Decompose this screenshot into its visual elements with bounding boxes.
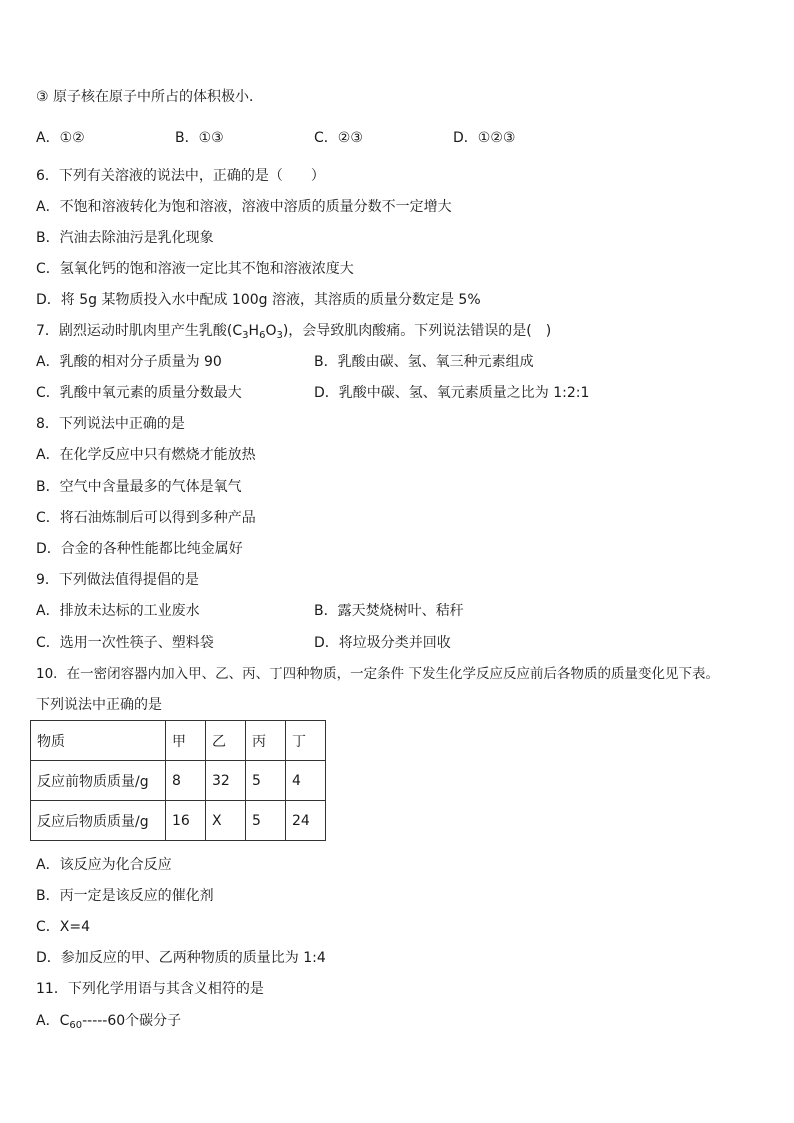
q7-option-c: C．乳酸中氧元素的质量分数最大 [36, 385, 242, 401]
table-header-cell: 丙 [246, 721, 286, 761]
q7-option-a: A．乳酸的相对分子质量为 90 [36, 354, 222, 370]
table-row [31, 761, 326, 801]
q8-option-a: A．在化学反应中只有燃烧才能放热 [36, 447, 256, 463]
q9-stem: 9．下列做法值得提倡的是 [36, 572, 199, 588]
q10-option-a: A．该反应为化合反应 [36, 857, 172, 873]
q6-stem: 6．下列有关溶液的说法中，正确的是（ ） [36, 168, 325, 184]
table-cell: 8 [166, 761, 206, 801]
table-cell: 5 [246, 761, 286, 801]
q7-option-b: B．乳酸由碳、氢、氧三种元素组成 [314, 354, 534, 370]
q9-option-b: B．露天焚烧树叶、秸秆 [314, 603, 464, 619]
table-cell: 反应后物质质量/g [31, 801, 166, 841]
q11-stem: 11．下列化学用语与其含义相符的是 [36, 981, 264, 997]
q10-option-c: C．X=4 [36, 919, 91, 935]
q11-option-a-post: -----60个碳分子 [82, 1013, 182, 1029]
table-header-row [31, 721, 326, 761]
q5-option-c: C．②③ [314, 130, 363, 146]
q8-option-b: B．空气中含量最多的气体是氧气 [36, 479, 242, 495]
table-cell: 16 [166, 801, 206, 841]
table-row [31, 801, 326, 841]
q5-item-3: ③ 原子核在原子中所占的体积极小． [36, 89, 264, 105]
table-header-cell: 甲 [166, 721, 206, 761]
table-header-cell: 乙 [206, 721, 246, 761]
table-header-cell: 物质 [31, 721, 166, 761]
q9-option-c: C．选用一次性筷子、塑料袋 [36, 635, 214, 651]
q7-stem-pre: 7．剧烈运动时肌肉里产生乳酸(C [36, 323, 243, 339]
q6-option-a: A．不饱和溶液转化为饱和溶液，溶液中溶质的质量分数不一定增大 [36, 199, 452, 215]
table-header-cell: 丁 [286, 721, 326, 761]
q10-stem-line2: 下列说法中正确的是 [36, 697, 162, 713]
q7-stem [36, 321, 551, 341]
q10-mass-table [30, 720, 326, 841]
q5-option-a: A．①② [36, 130, 85, 146]
q7-option-d: D．乳酸中碳、氢、氧元素质量之比为 1:2:1 [314, 385, 590, 401]
q10-option-d: D．参加反应的甲、乙两种物质的质量比为 1:4 [36, 950, 326, 966]
table-cell: 4 [286, 761, 326, 801]
table-cell: 5 [246, 801, 286, 841]
q8-stem: 8．下列说法中正确的是 [36, 416, 185, 432]
q11-sub-60: 60 [69, 1020, 83, 1031]
q8-option-d: D．合金的各种性能都比纯金属好 [36, 541, 243, 557]
q7-formula-o: O [265, 323, 277, 339]
q9-option-d: D．将垃圾分类并回收 [314, 635, 451, 651]
q5-option-b: B．①③ [175, 130, 224, 146]
q6-option-c: C．氢氧化钙的饱和溶液一定比其不饱和溶液浓度大 [36, 261, 354, 277]
q7-stem-post: )，会导致肌肉酸痛。下列说法错误的是( ) [282, 323, 552, 339]
q8-option-c: C．将石油炼制后可以得到多种产品 [36, 510, 256, 526]
q10-stem-line1: 10．在一密闭容器内加入甲、乙、丙、丁四种物质，一定条件 下发生化学反应反应前后各物质的质量变化见下表。 [36, 666, 719, 682]
table-cell: 反应前物质质量/g [31, 761, 166, 801]
q7-sub-h: 6 [259, 330, 266, 341]
q11-option-a [36, 1011, 181, 1031]
q7-sub-c: 3 [242, 330, 249, 341]
q5-option-d: D．①②③ [453, 130, 516, 146]
q7-sub-o: 3 [276, 330, 283, 341]
q7-formula-h: H [248, 323, 260, 339]
q6-option-d: D．将 5g 某物质投入水中配成 100g 溶液，其溶质的质量分数定是 5% [36, 292, 481, 308]
q10-option-b: B．丙一定是该反应的催化剂 [36, 888, 214, 904]
q6-option-b: B．汽油去除油污是乳化现象 [36, 230, 214, 246]
q11-option-a-pre: A．C [36, 1013, 70, 1029]
table-cell: 32 [206, 761, 246, 801]
table-cell: 24 [286, 801, 326, 841]
table-cell: X [206, 801, 246, 841]
q9-option-a: A．排放未达标的工业废水 [36, 603, 200, 619]
